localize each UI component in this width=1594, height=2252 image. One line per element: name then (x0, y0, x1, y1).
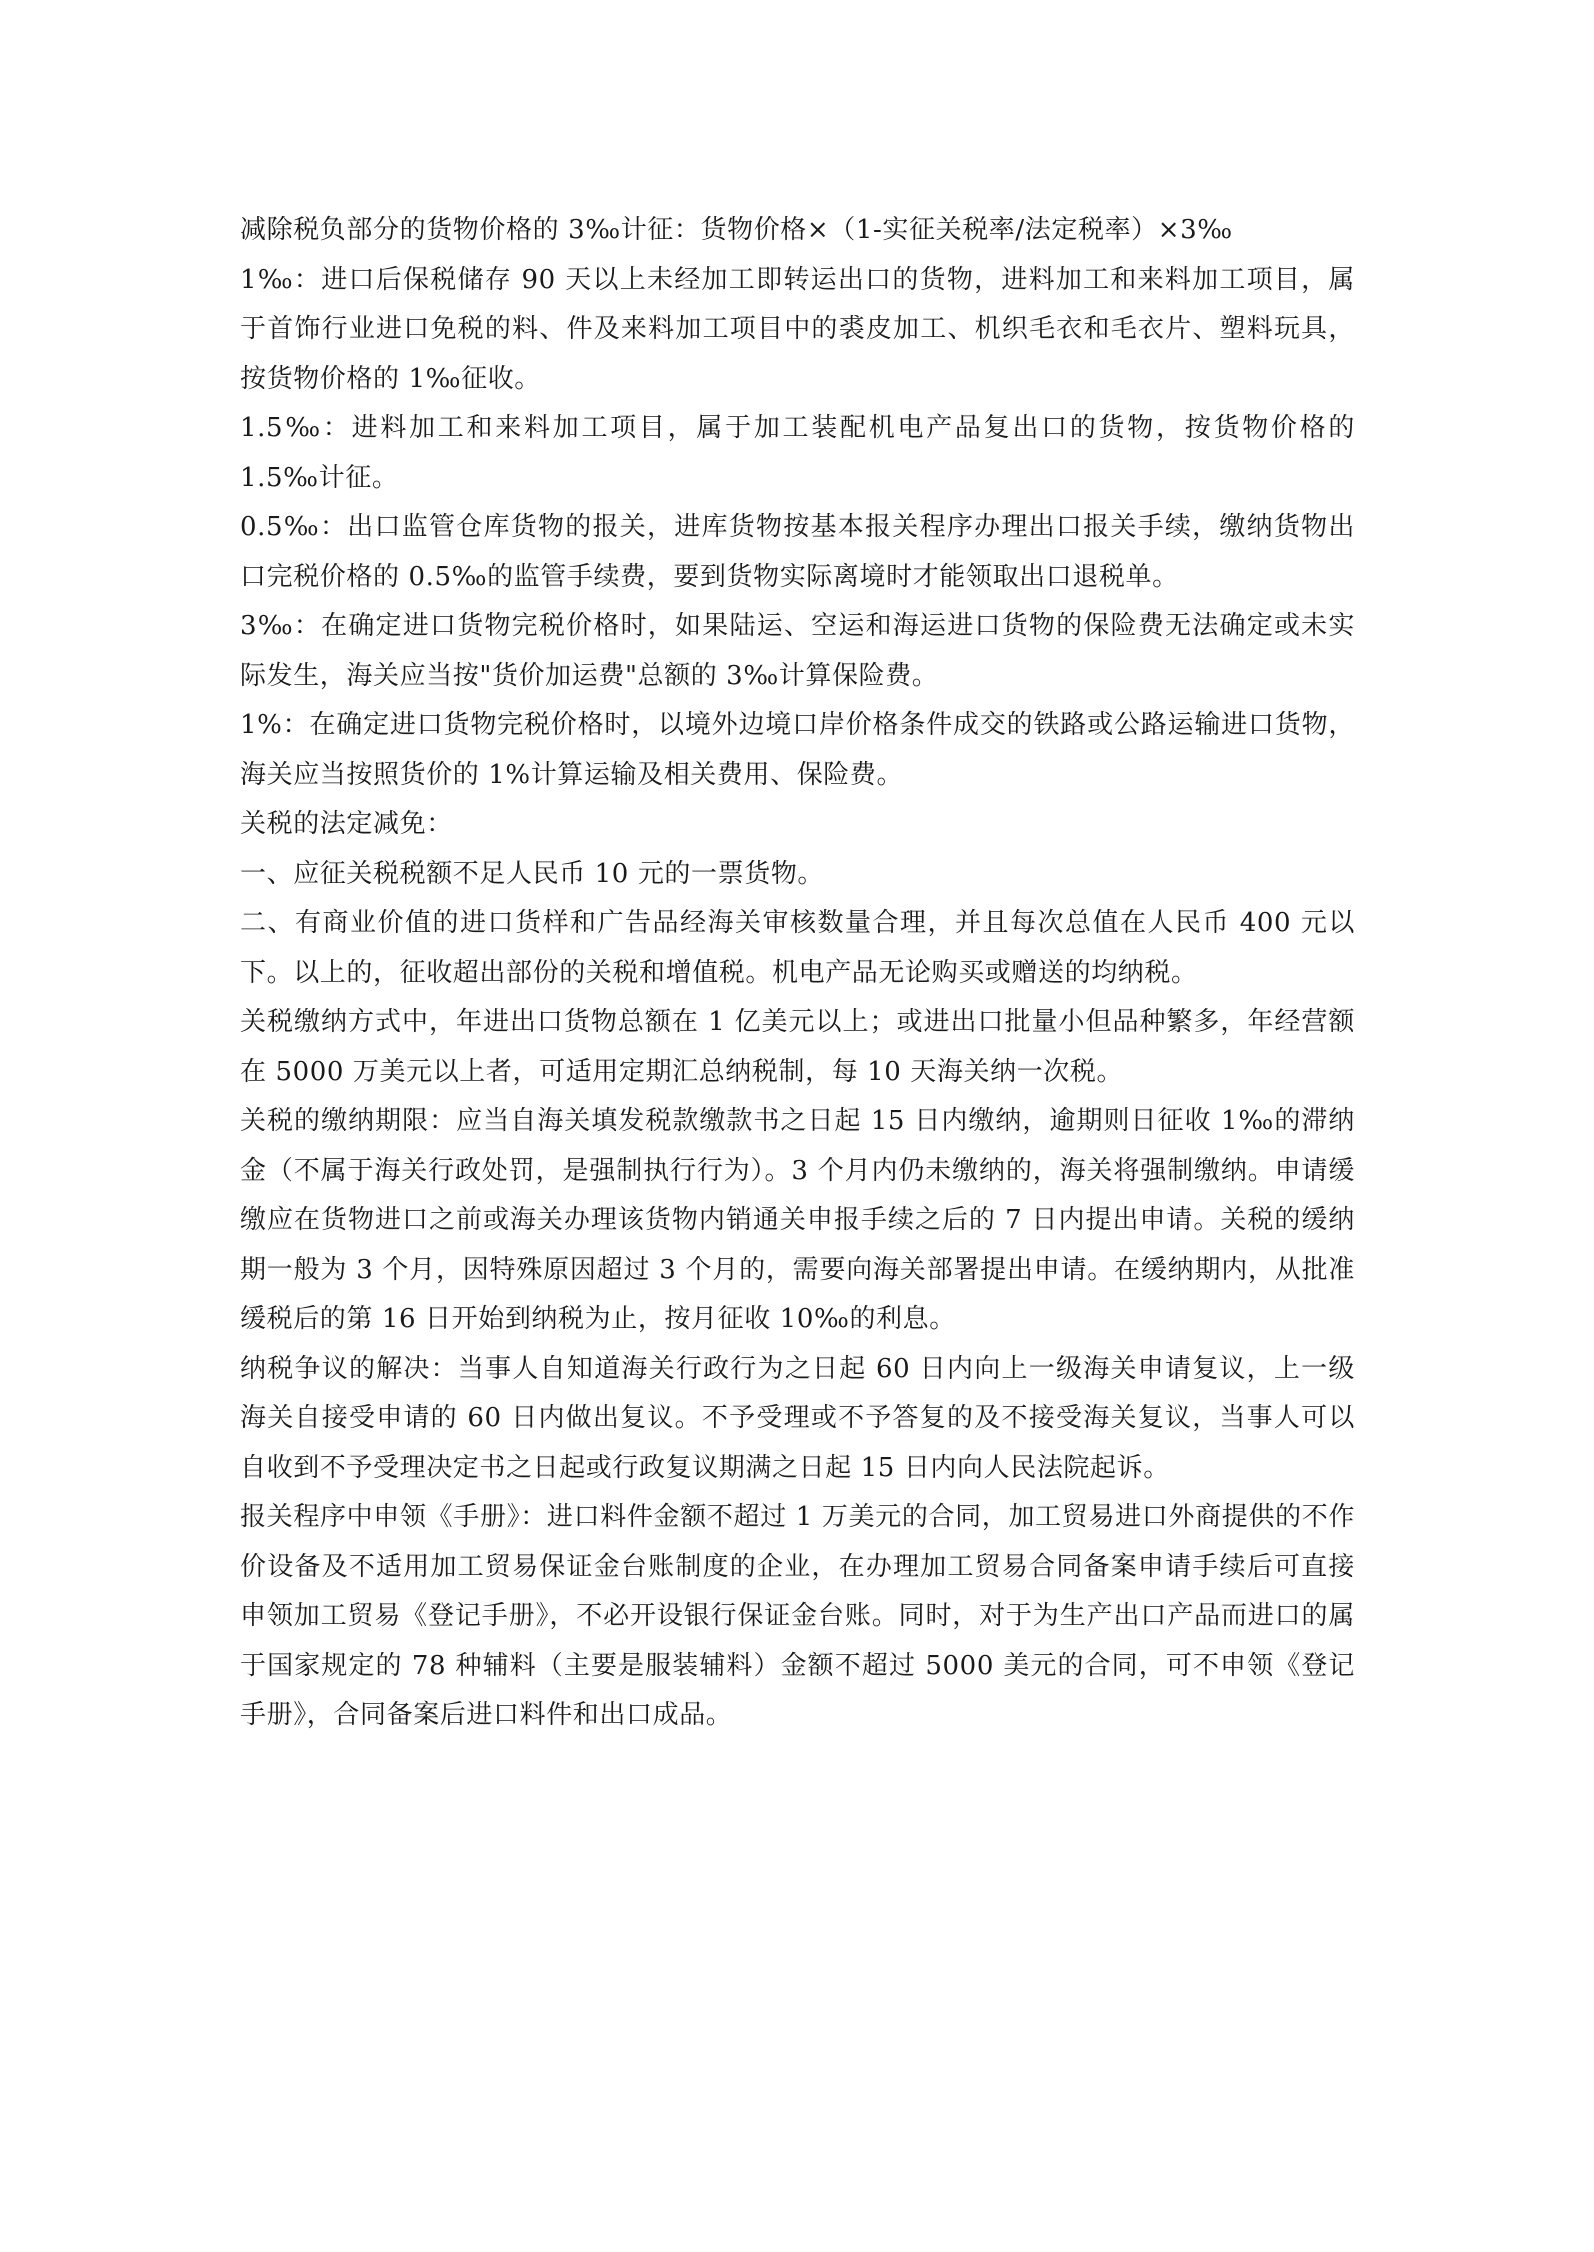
paragraph-1-5-permille: 1.5‰：进料加工和来料加工项目，属于加工装配机电产品复出口的货物，按货物价格的 1.5‰计征。 (240, 413, 1355, 493)
paragraph-payment-method: 关税缴纳方式中，年进出口货物总额在 1 亿美元以上；或进出口批量小但品种繁多，年经营额在 5000 万美元以上者，可适用定期汇总纳税制，每 10 天海关纳一次税。 (240, 1007, 1355, 1087)
paragraph-0-5-permille: 0.5‰：出口监管仓库货物的报关，进库货物按基本报关程序办理出口报关手续，缴纳货物出口完税价格的 0.5‰的监管手续费，要到货物实际离境时才能领取出口退税单。 (240, 512, 1355, 592)
paragraph-exemption-item-1: 一、应征关税税额不足人民币 10 元的一票货物。 (240, 858, 825, 889)
paragraph-dispute-resolution: 纳税争议的解决：当事人自知道海关行政行为之日起 60 日内向上一级海关申请复议，上一级海关自接受申请的 60 日内做出复议。不予受理或不予答复的及不接受海关复议，当事人可以自收到不予受理决定书之日起或行政复议期满之日起 15 日内向人民法院起诉。 (240, 1353, 1355, 1483)
paragraph-statutory-exemption-heading: 关税的法定减免： (240, 809, 453, 839)
paragraph-tax-reduction-formula: 减除税负部分的货物价格的 3‰计征：货物价格×（1-实征关税率/法定税率）×3‰ (240, 215, 1233, 245)
paragraph-payment-deadline: 关税的缴纳期限：应当自海关填发税款缴款书之日起 15 日内缴纳，逾期则日征收 1‰的滞纳金（不属于海关行政处罚，是强制执行行为）。3 个月内仍未缴纳的，海关将强制缴纳。申请缓缴应在货物进口之前或海关办理该货物内销通关申报手续之后的 7 日内提出申请。关税的缓纳期一般为 3 个月，因特殊原因超过 3 个月的，需要向海关部署提出申请。在缓纳期内，从批准缓税后的第 16 日开始到纳税为止，按月征收 10‰的利息。 (240, 1106, 1355, 1334)
paragraph-1-percent: 1%：在确定进口货物完税价格时，以境外边境口岸价格条件成交的铁路或公路运输进口货物，海关应当按照货价的 1%计算运输及相关费用、保险费。 (240, 710, 1355, 790)
paragraph-exemption-item-2: 二、有商业价值的进口货样和广告品经海关审核数量合理，并且每次总值在人民币 400 元以下。以上的，征收超出部份的关税和增值税。机电产品无论购买或赠送的均纳税。 (240, 908, 1355, 988)
paragraph-handbook-application: 报关程序中申领《手册》：进口料件金额不超过 1 万美元的合同，加工贸易进口外商提供的不作价设备及不适用加工贸易保证金台账制度的企业，在办理加工贸易合同备案申请手续后可直接申领加工贸易《登记手册》，不必开设银行保证金台账。同时，对于为生产出口产品而进口的属于国家规定的 78 种辅料（主要是服装辅料）金额不超过 5000 美元的合同，可不申领《登记手册》，合同备案后进口料件和出口成品。 (240, 1502, 1355, 1730)
paragraph-3-permille: 3‰：在确定进口货物完税价格时，如果陆运、空运和海运进口货物的保险费无法确定或未实际发生，海关应当按"货价加运费"总额的 3‰计算保险费。 (240, 611, 1355, 691)
document-body (240, 206, 1355, 1741)
paragraph-1-permille: 1‰：进口后保税储存 90 天以上未经加工即转运出口的货物，进料加工和来料加工项目，属于首饰行业进口免税的料、件及来料加工项目中的裘皮加工、机织毛衣和毛衣片、塑料玩具，按货物价格的 1‰征收。 (240, 264, 1355, 394)
